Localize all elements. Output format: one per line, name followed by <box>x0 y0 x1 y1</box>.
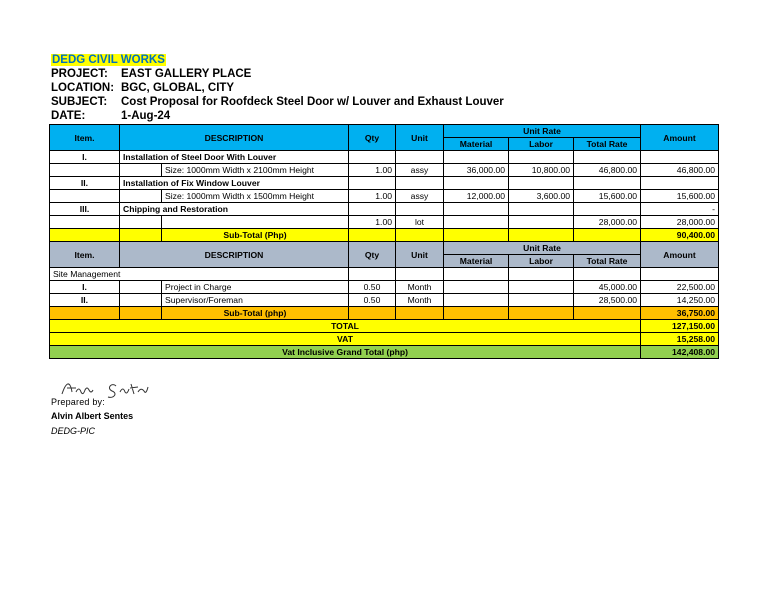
item-unit: Month <box>396 294 444 307</box>
table-row <box>50 281 719 294</box>
company-name: DEDG CIVIL WORKS <box>52 54 165 66</box>
col-total-rate: Total Rate <box>574 255 641 268</box>
cost-table <box>49 124 719 359</box>
col-qty: Qty <box>349 125 396 151</box>
table-row <box>50 164 719 177</box>
location-value: BGC, GLOBAL, CITY <box>121 82 235 94</box>
item-desc <box>162 216 349 229</box>
col-amount: Amount <box>641 242 719 268</box>
table-row <box>50 151 719 164</box>
table-row <box>50 216 719 229</box>
item-desc: Project in Charge <box>162 281 349 294</box>
table-header-row <box>50 242 719 255</box>
item-labor: 10,800.00 <box>509 164 574 177</box>
subtotal-label: Sub-Total (Php) <box>162 229 349 242</box>
item-desc: Size: 1000mm Width x 1500mm Height <box>162 190 349 203</box>
subtotal-row <box>50 229 719 242</box>
item-unit: lot <box>396 216 444 229</box>
item-total-rate: 28,000.00 <box>574 216 641 229</box>
table-row <box>50 203 719 216</box>
vat-value: 15,258.00 <box>641 333 719 346</box>
date-value: 1-Aug-24 <box>121 110 171 122</box>
item-number: III. <box>50 203 120 216</box>
item-number: I. <box>50 151 120 164</box>
vat-row <box>50 333 719 346</box>
table-row <box>50 177 719 190</box>
prepared-by-label: Prepared by: <box>51 397 105 407</box>
preparer-name: Alvin Albert Sentes <box>51 411 134 421</box>
subtotal-value: 90,400.00 <box>641 229 719 242</box>
item-amount: 28,000.00 <box>641 216 719 229</box>
col-material: Material <box>444 138 509 151</box>
date-key: DATE: <box>51 110 86 122</box>
subtotal-row <box>50 307 719 320</box>
col-labor: Labor <box>509 255 574 268</box>
item-title: Chipping and Restoration <box>120 203 349 216</box>
subject-line <box>51 95 504 109</box>
item-number: II. <box>50 294 120 307</box>
item-qty: 0.50 <box>349 294 396 307</box>
item-labor <box>509 216 574 229</box>
col-labor: Labor <box>509 138 574 151</box>
date-line <box>51 109 170 123</box>
item-unit: assy <box>396 164 444 177</box>
item-qty: 0.50 <box>349 281 396 294</box>
item-qty: 1.00 <box>349 164 396 177</box>
table-row <box>50 294 719 307</box>
col-material: Material <box>444 255 509 268</box>
col-item: Item. <box>50 242 120 268</box>
location-key: LOCATION: <box>51 82 115 94</box>
col-qty: Qty <box>349 242 396 268</box>
grand-total-label: Vat Inclusive Grand Total (php) <box>50 346 641 359</box>
item-amount: 14,250.00 <box>641 294 719 307</box>
item-qty: 1.00 <box>349 190 396 203</box>
item-amount: 22,500.00 <box>641 281 719 294</box>
preparer-role: DEDG-PIC <box>51 426 96 436</box>
col-unit-rate: Unit Rate <box>444 125 641 138</box>
item-title: Installation of Fix Window Louver <box>120 177 349 190</box>
item-number: II. <box>50 177 120 190</box>
grand-total-value: 142,408.00 <box>641 346 719 359</box>
subject-value: Cost Proposal for Roofdeck Steel Door w/ Louver and Exhaust Louver <box>121 96 504 108</box>
item-desc: Supervisor/Foreman <box>162 294 349 307</box>
total-label: TOTAL <box>50 320 641 333</box>
project-line <box>51 67 251 81</box>
project-key: PROJECT: <box>51 68 108 80</box>
item-number: I. <box>50 281 120 294</box>
subtotal-label: Sub-Total (php) <box>162 307 349 320</box>
item-amount: 15,600.00 <box>641 190 719 203</box>
item-amount: 46,800.00 <box>641 164 719 177</box>
item-unit: assy <box>396 190 444 203</box>
item-desc: Size: 1000mm Width x 2100mm Height <box>162 164 349 177</box>
item-qty: 1.00 <box>349 216 396 229</box>
item-title: Installation of Steel Door With Louver <box>120 151 349 164</box>
item-total-rate: 28,500.00 <box>574 294 641 307</box>
col-item: Item. <box>50 125 120 151</box>
total-value: 127,150.00 <box>641 320 719 333</box>
col-description: DESCRIPTION <box>120 125 349 151</box>
vat-label: VAT <box>50 333 641 346</box>
col-unit: Unit <box>396 242 444 268</box>
item-total-rate: 46,800.00 <box>574 164 641 177</box>
item-material: 36,000.00 <box>444 164 509 177</box>
col-unit-rate: Unit Rate <box>444 242 641 255</box>
grand-total-row <box>50 346 719 359</box>
item-material <box>444 216 509 229</box>
col-amount: Amount <box>641 125 719 151</box>
subtotal-value: 36,750.00 <box>641 307 719 320</box>
col-unit: Unit <box>396 125 444 151</box>
project-value: EAST GALLERY PLACE <box>121 68 252 80</box>
item-total-rate: 15,600.00 <box>574 190 641 203</box>
table-row <box>50 190 719 203</box>
item-material: 12,000.00 <box>444 190 509 203</box>
table-row <box>50 268 719 281</box>
section-title: Site Management <box>50 268 349 281</box>
item-total-rate: 45,000.00 <box>574 281 641 294</box>
subject-key: SUBJECT: <box>51 96 108 108</box>
item-labor: 3,600.00 <box>509 190 574 203</box>
col-total-rate: Total Rate <box>574 138 641 151</box>
location-line <box>51 81 234 95</box>
col-description: DESCRIPTION <box>120 242 349 268</box>
table-header-row <box>50 125 719 138</box>
total-row <box>50 320 719 333</box>
item-amount: - <box>641 203 719 216</box>
item-unit: Month <box>396 281 444 294</box>
